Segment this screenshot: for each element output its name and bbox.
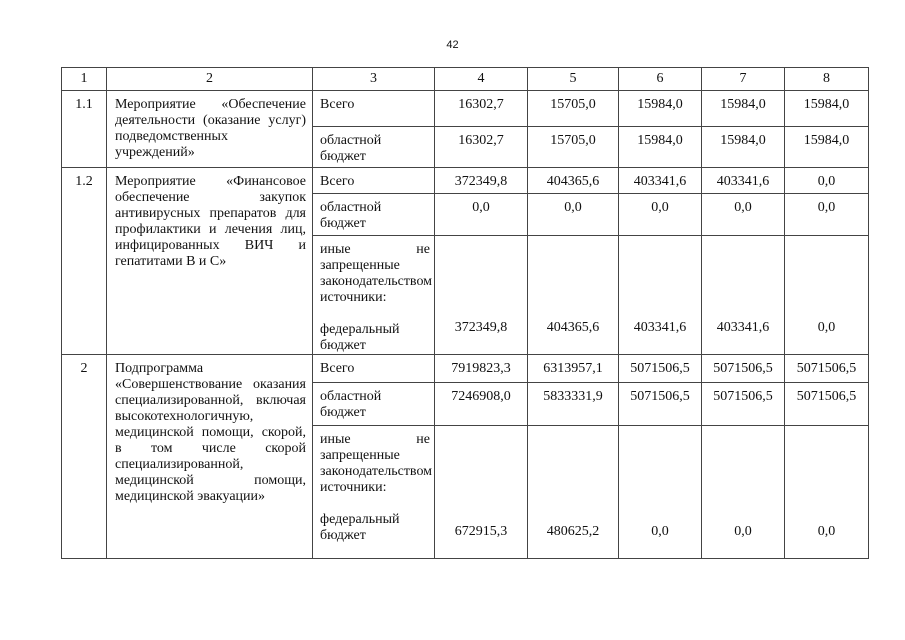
value-cell: 15984,0 bbox=[702, 127, 785, 168]
row-number: 1.2 bbox=[62, 168, 107, 355]
value-cell: 403341,6 bbox=[702, 168, 785, 194]
value-cell: 0,0 bbox=[619, 194, 702, 236]
value-cell: 0,0 bbox=[785, 426, 869, 559]
funding-type: областной бюджет bbox=[313, 194, 435, 236]
row-name: Подпрограмма «Совершенствование оказания специализированной, включая высокотехнологичную, медицинской помощи, скорой, в том числе скорой специализированной, медицинской помощи, медицинской эвакуации» bbox=[107, 355, 313, 559]
value-cell: 5071506,5 bbox=[619, 355, 702, 383]
funding-type-federal: федеральный бюджет bbox=[320, 322, 400, 353]
value-cell: 672915,3 bbox=[435, 426, 528, 559]
header-row bbox=[62, 68, 869, 91]
value-cell: 7246908,0 bbox=[435, 383, 528, 426]
value-cell: 0,0 bbox=[785, 194, 869, 236]
value-cell: 15984,0 bbox=[702, 91, 785, 127]
row-name: Мероприятие «Финансовое обеспечение закупок антивирусных препаратов для профилактики и лечения лиц, инфицированных ВИЧ и гепатитами В и С» bbox=[107, 168, 313, 355]
col-header: 7 bbox=[702, 68, 785, 91]
funding-type: областной бюджет bbox=[313, 383, 435, 426]
value-cell: 372349,8 bbox=[435, 236, 528, 355]
value-cell: 5071506,5 bbox=[785, 383, 869, 426]
col-header: 1 bbox=[62, 68, 107, 91]
value-cell: 15705,0 bbox=[528, 91, 619, 127]
funding-type: Всего bbox=[313, 168, 435, 194]
value-cell: 0,0 bbox=[702, 426, 785, 559]
value-cell: 15984,0 bbox=[619, 127, 702, 168]
value-cell: 404365,6 bbox=[528, 236, 619, 355]
value-cell: 16302,7 bbox=[435, 127, 528, 168]
funding-type-other: иные не запрещенные законодательством источники: bbox=[320, 242, 433, 305]
row-number: 1.1 bbox=[62, 91, 107, 168]
col-header: 4 bbox=[435, 68, 528, 91]
value-cell: 5071506,5 bbox=[702, 383, 785, 426]
col-header: 2 bbox=[107, 68, 313, 91]
col-header: 5 bbox=[528, 68, 619, 91]
value-cell: 5071506,5 bbox=[702, 355, 785, 383]
value-cell: 15984,0 bbox=[785, 91, 869, 127]
budget-table bbox=[61, 67, 869, 559]
page-number: 42 bbox=[446, 39, 459, 51]
value-cell: 6313957,1 bbox=[528, 355, 619, 383]
col-header: 8 bbox=[785, 68, 869, 91]
value-cell: 404365,6 bbox=[528, 168, 619, 194]
value-cell: 480625,2 bbox=[528, 426, 619, 559]
funding-type bbox=[313, 426, 435, 559]
funding-type-other: иные не запрещенные законодательством источники: bbox=[320, 432, 433, 495]
value-cell: 372349,8 bbox=[435, 168, 528, 194]
table-row bbox=[62, 168, 869, 194]
value-cell: 403341,6 bbox=[619, 236, 702, 355]
value-cell: 5071506,5 bbox=[785, 355, 869, 383]
value-cell: 5833331,9 bbox=[528, 383, 619, 426]
col-header: 6 bbox=[619, 68, 702, 91]
row-number: 2 bbox=[62, 355, 107, 559]
table-row bbox=[62, 355, 869, 383]
value-cell: 0,0 bbox=[785, 168, 869, 194]
funding-type bbox=[313, 236, 435, 355]
value-cell: 403341,6 bbox=[619, 168, 702, 194]
value-cell: 16302,7 bbox=[435, 91, 528, 127]
value-cell: 5071506,5 bbox=[619, 383, 702, 426]
value-cell: 15984,0 bbox=[619, 91, 702, 127]
value-cell: 7919823,3 bbox=[435, 355, 528, 383]
funding-type-federal: федеральный бюджет bbox=[320, 512, 400, 543]
table-row bbox=[62, 91, 869, 127]
funding-type: областной бюджет bbox=[313, 127, 435, 168]
value-cell: 0,0 bbox=[619, 426, 702, 559]
value-cell: 15984,0 bbox=[785, 127, 869, 168]
funding-type: Всего bbox=[313, 91, 435, 127]
value-cell: 0,0 bbox=[435, 194, 528, 236]
value-cell: 0,0 bbox=[528, 194, 619, 236]
value-cell: 15705,0 bbox=[528, 127, 619, 168]
col-header: 3 bbox=[313, 68, 435, 91]
row-name: Мероприятие «Обеспечение деятельности (оказание услуг) подведомственных учреждений» bbox=[107, 91, 313, 168]
value-cell: 403341,6 bbox=[702, 236, 785, 355]
funding-type: Всего bbox=[313, 355, 435, 383]
value-cell: 0,0 bbox=[702, 194, 785, 236]
value-cell: 0,0 bbox=[785, 236, 869, 355]
